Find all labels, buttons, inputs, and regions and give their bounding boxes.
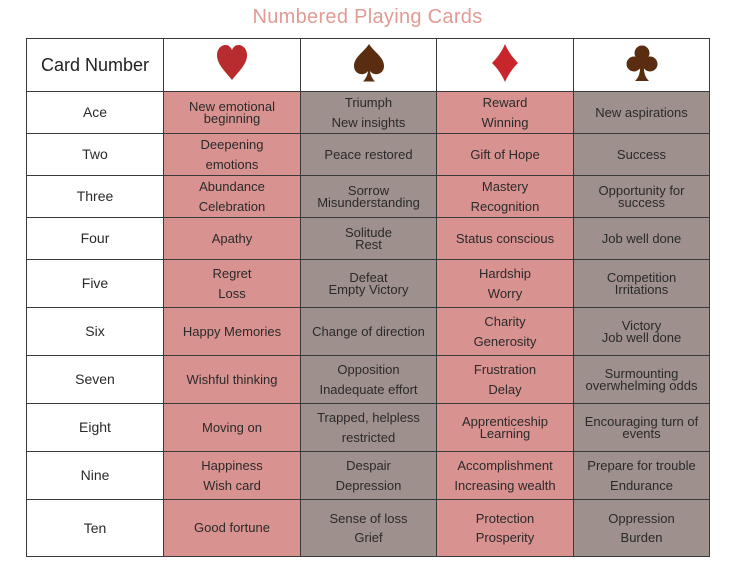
meaning-cell: [301, 218, 437, 260]
meaning-line: Triumph: [344, 95, 393, 110]
meaning-line: Misunderstanding: [317, 194, 420, 210]
meaning-line: Happiness: [201, 458, 263, 473]
meaning-line: New insights: [331, 114, 406, 130]
meaning-cell: [301, 308, 437, 356]
meaning-line: success: [618, 194, 665, 210]
meaning-cell: [437, 218, 574, 260]
meaning-cell: [437, 176, 574, 218]
spade-icon: [353, 43, 385, 83]
row-label: Two: [27, 134, 164, 176]
table-row: [27, 260, 710, 308]
meaning-line: Depression: [335, 477, 402, 493]
clubs-header: [574, 39, 710, 92]
meaning-line: Apathy: [211, 230, 253, 246]
club-icon: [626, 44, 658, 82]
meaning-line: events: [622, 425, 661, 441]
meaning-line: Sorrow: [347, 183, 390, 199]
meaning-line: Peace restored: [324, 146, 413, 162]
page-title: Numbered Playing Cards: [252, 6, 483, 28]
meaning-line: Deepening: [200, 137, 264, 152]
table-row: [27, 134, 710, 176]
meaning-cell: [437, 134, 574, 176]
table-row: [27, 92, 710, 134]
diamond-icon: [491, 43, 519, 83]
meaning-line: Sense of loss: [329, 510, 408, 526]
meaning-line: Opportunity for: [598, 183, 685, 199]
meaning-cell: [437, 92, 574, 134]
meaning-line: Wishful thinking: [186, 371, 278, 387]
meaning-line: Irritations: [614, 281, 669, 297]
table-row: [27, 356, 710, 404]
meaning-cell: [301, 134, 437, 176]
meaning-line: Prosperity: [475, 530, 535, 545]
meaning-line: Change of direction: [312, 323, 425, 339]
row-label: Nine: [27, 452, 164, 500]
meaning-cell: [164, 134, 301, 176]
meaning-line: Grief: [354, 530, 383, 545]
row-label: Six: [27, 308, 164, 356]
meaning-cell: [301, 260, 437, 308]
meaning-line: Hardship: [478, 266, 532, 281]
table-row: [27, 176, 710, 218]
meaning-cell: [437, 452, 574, 500]
header-row: [27, 39, 710, 92]
meaning-cell: [301, 356, 437, 404]
row-label: Five: [27, 260, 164, 308]
meaning-line: Celebration: [198, 198, 266, 214]
meaning-line: Gift of Hope: [470, 146, 540, 162]
meaning-line: Trapped, helpless: [317, 410, 420, 425]
row-label: Eight: [27, 404, 164, 452]
meaning-cell: [574, 176, 710, 218]
meaning-cell: [301, 500, 437, 557]
meaning-cell: [164, 404, 301, 452]
meaning-line: Oppression: [608, 510, 675, 526]
meaning-line: beginning: [203, 110, 261, 126]
meaning-cell: [164, 452, 301, 500]
meaning-line: Wish card: [203, 477, 261, 493]
meaning-line: Victory: [621, 318, 662, 334]
meaning-line: Winning: [481, 114, 529, 130]
meaning-line: Empty Victory: [328, 281, 409, 297]
meaning-line: Accomplishment: [457, 458, 553, 473]
meaning-line: Moving on: [202, 419, 262, 435]
meaning-cell: [301, 452, 437, 500]
meaning-line: Defeat: [349, 270, 388, 286]
table-row: [27, 218, 710, 260]
meaning-cell: [574, 134, 710, 176]
meaning-line: Competition: [606, 270, 677, 286]
meaning-cell: [164, 356, 301, 404]
row-label: Ace: [27, 92, 164, 134]
meaning-cell: [574, 404, 710, 452]
meaning-line: Burden: [620, 530, 663, 545]
meaning-line: Learning: [479, 425, 531, 441]
meaning-cell: [164, 500, 301, 557]
meaning-line: Protection: [475, 510, 535, 526]
meaning-line: Status conscious: [455, 230, 555, 246]
meaning-line: Rest: [355, 236, 382, 252]
meaning-line: Success: [616, 146, 667, 162]
table-row: [27, 404, 710, 452]
row-label: Four: [27, 218, 164, 260]
meaning-line: emotions: [205, 156, 259, 172]
meaning-cell: [574, 260, 710, 308]
meaning-line: Opposition: [337, 362, 400, 377]
meaning-line: Mastery: [481, 179, 529, 194]
meaning-line: Frustration: [473, 362, 537, 377]
meaning-line: Abundance: [199, 179, 265, 194]
meaning-cell: [301, 176, 437, 218]
meaning-cell: [301, 92, 437, 134]
meaning-cell: [574, 92, 710, 134]
meaning-line: Recognition: [470, 198, 540, 214]
meaning-cell: [164, 92, 301, 134]
meaning-cell: [437, 404, 574, 452]
meaning-line: Inadequate effort: [319, 381, 418, 397]
meaning-line: Job well done: [601, 329, 682, 345]
meaning-cell: [164, 308, 301, 356]
meaning-line: Reward: [482, 95, 528, 110]
meaning-cell: [437, 260, 574, 308]
meaning-line: New emotional: [189, 99, 275, 115]
meaning-cell: [437, 308, 574, 356]
meaning-cell: [164, 218, 301, 260]
meaning-cell: [574, 218, 710, 260]
meaning-line: overwhelming odds: [585, 377, 698, 393]
heart-icon: [216, 44, 248, 82]
table-row: [27, 500, 710, 557]
hearts-header: [164, 39, 301, 92]
row-label: Seven: [27, 356, 164, 404]
meaning-line: Encouraging turn of: [584, 414, 699, 430]
meaning-line: restricted: [341, 429, 396, 445]
meaning-line: New aspirations: [595, 104, 688, 120]
meaning-line: Generosity: [473, 333, 537, 349]
meaning-line: Worry: [487, 285, 523, 301]
diamonds-header: [437, 39, 574, 92]
meaning-line: Good fortune: [194, 520, 270, 536]
meaning-line: Loss: [218, 285, 246, 301]
meaning-cell: [437, 356, 574, 404]
meaning-line: Delay: [488, 381, 522, 397]
cards-table: [26, 38, 710, 557]
card-number-header: Card Number: [27, 39, 164, 92]
meaning-line: Despair: [346, 458, 391, 473]
meaning-line: Charity: [484, 314, 526, 329]
meaning-line: Regret: [212, 266, 252, 281]
meaning-cell: [574, 356, 710, 404]
meaning-line: Increasing wealth: [454, 477, 556, 493]
meaning-cell: [164, 176, 301, 218]
meaning-cell: [437, 500, 574, 557]
meaning-line: Endurance: [610, 477, 673, 493]
meaning-cell: [574, 452, 710, 500]
row-label: Three: [27, 176, 164, 218]
meaning-line: Prepare for trouble: [587, 458, 696, 473]
table-row: [27, 452, 710, 500]
spades-header: [301, 39, 437, 92]
meaning-cell: [574, 308, 710, 356]
meaning-cell: [574, 500, 710, 557]
meaning-line: Happy Memories: [182, 323, 282, 339]
meaning-line: Solitude: [345, 225, 392, 241]
meaning-cell: [301, 404, 437, 452]
row-label: Ten: [27, 500, 164, 557]
meaning-cell: [164, 260, 301, 308]
meaning-line: Surmounting: [604, 366, 679, 382]
meaning-line: Job well done: [601, 230, 682, 246]
meaning-line: Apprenticeship: [462, 414, 548, 430]
table-row: [27, 308, 710, 356]
